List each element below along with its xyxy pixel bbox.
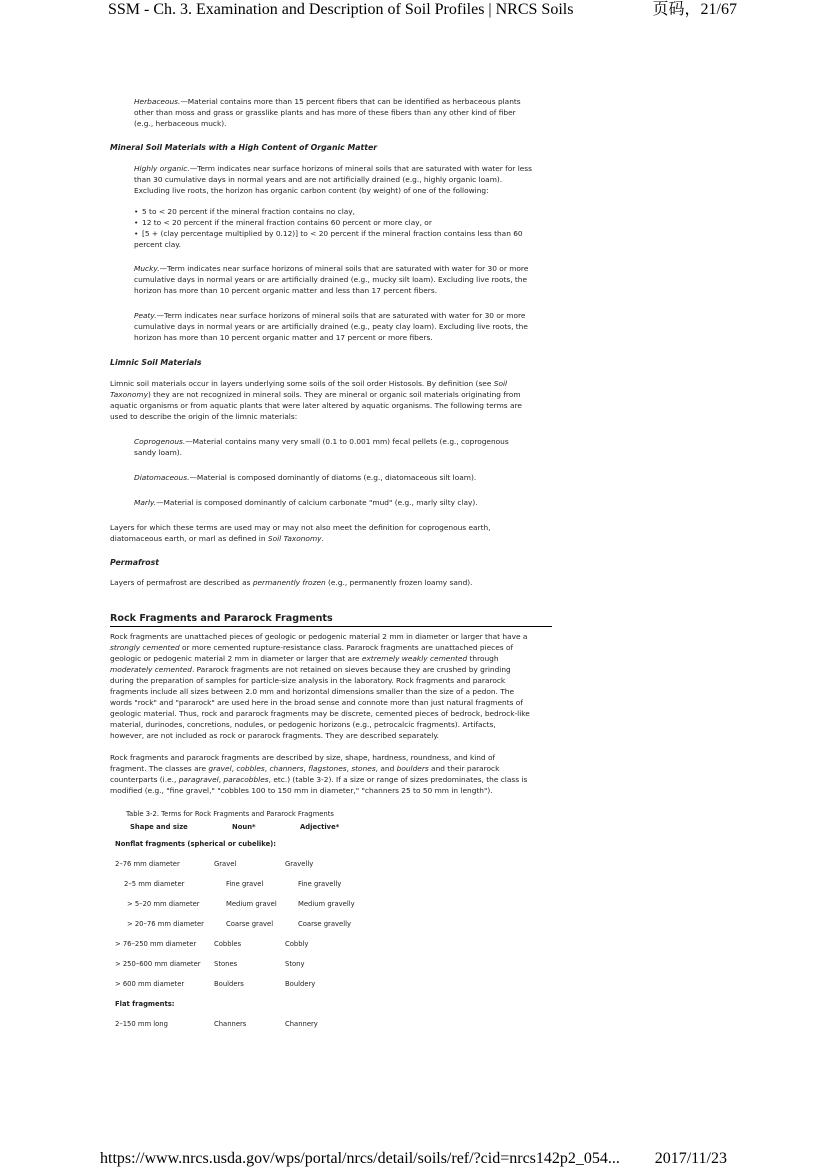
rock-fragments-table bbox=[110, 822, 552, 1029]
limnic-heading: Limnic Soil Materials bbox=[110, 358, 202, 367]
table-row: > 20–76 mm diameter Coarse gravel Coarse gravelly bbox=[127, 920, 352, 928]
table-row: 2–76 mm diameter Gravel Gravelly bbox=[115, 860, 314, 868]
layers-note: Layers for which these terms are used may or may not also meet the definition for coprogenous earth, diatomaceous earth, or marl as defined in Soil Taxonomy. bbox=[110, 523, 491, 543]
list-item: • 5 to < 20 percent if the mineral fraction contains no clay, bbox=[134, 206, 552, 217]
source-url: https://www.nrcs.usda.gov/wps/portal/nrcs/detail/soils/ref/?cid=nrcs142p2_054... bbox=[100, 1150, 620, 1167]
mucky-definition: Mucky.—Term indicates near surface horizons of mineral soils that are saturated with water for 30 or more cumulative days in normal years or are artificially drained (e.g., mucky silt loam). Excluding live roots, the horizon has more than 10 percent organic matter and less than 17 percent fibers. bbox=[134, 264, 529, 295]
table-header: Adjective* bbox=[300, 823, 340, 831]
table-row: 2–5 mm diameter Fine gravel Fine gravelly bbox=[124, 880, 342, 888]
list-item: • [5 + (clay percentage multiplied by 0.12)] to < 20 percent if the mineral fraction contains less than 60 percent clay. bbox=[134, 228, 552, 250]
coprogenous-definition: Coprogenous.—Material contains many very small (0.1 to 0.001 mm) fecal pellets (e.g., coprogenous sandy loam). bbox=[134, 437, 509, 457]
table-row: > 5–20 mm diameter Medium gravel Medium gravelly bbox=[127, 900, 355, 908]
table-header: Noun* bbox=[232, 823, 256, 831]
diatomaceous-definition: Diatomaceous.—Material is composed dominantly of diatoms (e.g., diatomaceous silt loam). bbox=[134, 473, 477, 482]
table-row: 2–150 mm long Channers Channery bbox=[115, 1020, 318, 1028]
permafrost-paragraph: Layers of permafrost are described as permanently frozen (e.g., permanently frozen loamy sand). bbox=[110, 578, 473, 587]
print-date: 2017/11/23 bbox=[654, 1150, 727, 1167]
mineral-soil-heading: Mineral Soil Materials with a High Content of Organic Matter bbox=[110, 143, 378, 152]
rock-fragments-paragraph-1: Rock fragments are unattached pieces of geologic or pedogenic material 2 mm in diameter or larger that have a strongly cemented or more cemented rupture-resistance class. Pararock fragments are unattached pieces of geologic or pedogenic material 2 mm in diameter or larger that are extremely weakly cemented through moderately cemented. Pararock fragments are not retained on sieves because they are crushed by grinding during the preparation of samples for particle-size analysis in the laboratory. Rock fragments and pararock fragments include all sizes between 2.0 mm and horizontal dimensions smaller than the size of a pedon. The words "rock" and "pararock" are used here in the broad sense and connote more than just natural fragments of geologic material. Thus, rock and pararock fragments may be discrete, cemented pieces of bedrock, bedrock-like material, durinodes, concretions, nodules, or pedogenic horizons (e.g., petrocalcic fragments). Artifacts, however, are not included as rock or pararock fragments. They are described separately. bbox=[110, 632, 530, 740]
page-content bbox=[110, 96, 552, 1029]
table-row: > 600 mm diameter Boulders Bouldery bbox=[115, 980, 316, 988]
herbaceous-definition: Herbaceous.—Material contains more than 15 percent fibers that can be identified as herbaceous plants other than moss and grass or grasslike plants and has more of these fibers than any other kind of fiber (e.g., herbaceous muck). bbox=[134, 97, 521, 128]
page-number: 页码，21/67 bbox=[652, 1, 737, 18]
table-row: > 250–600 mm diameter Stones Stony bbox=[115, 960, 305, 968]
list-item: • 12 to < 20 percent if the mineral fraction contains 60 percent or more clay, or bbox=[134, 217, 552, 228]
highly-organic-definition: Highly organic.—Term indicates near surface horizons of mineral soils that are saturated with water for less than 30 cumulative days in normal years and are not artificially drained (e.g., highly organic loam). Excluding live roots, the horizon has organic carbon content (by weight) of one of the following: bbox=[134, 164, 532, 195]
marly-definition: Marly.—Material is composed dominantly of calcium carbonate "mud" (e.g., marly silty clay). bbox=[134, 498, 478, 507]
table-group-label: Nonflat fragments (spherical or cubelike): bbox=[115, 840, 277, 848]
rock-fragments-heading: Rock Fragments and Pararock Fragments bbox=[110, 613, 552, 627]
table-group-label: Flat fragments: bbox=[115, 1000, 175, 1008]
peaty-definition: Peaty.—Term indicates near surface horizons of mineral soils that are saturated with water for 30 or more cumulative days in normal years or are artificially drained (e.g., peaty clay loam). Excluding live roots, the horizon has more than 10 percent organic matter and 17 percent or more fibers. bbox=[134, 311, 528, 342]
permafrost-heading: Permafrost bbox=[110, 558, 159, 567]
table-caption: Table 3-2. Terms for Rock Fragments and Pararock Fragments bbox=[126, 810, 334, 818]
rock-fragments-paragraph-2: Rock fragments and pararock fragments are described by size, shape, hardness, roundness, and kind of fragment. The classes are gravel, cobbles, channers, flagstones, stones, and boulders and their pararock counterparts (i.e., paragravel, paracobbles, etc.) (table 3-2). If a size or range of sizes predominates, the class is modified (e.g., "fine gravel," "cobbles 100 to 150 mm in diameter," "channers 25 to 50 mm in length"). bbox=[110, 753, 528, 795]
document-title: SSM - Ch. 3. Examination and Description of Soil Profiles | NRCS Soils bbox=[108, 1, 574, 18]
limnic-paragraph: Limnic soil materials occur in layers underlying some soils of the soil order Histosols. By definition (see Soil Taxonomy) they are not recognized in mineral soils. They are mineral or organic soil materials originating from aquatic organisms or from aquatic plants that were later altered by aquatic organisms. The following terms are used to describe the origin of the limnic materials: bbox=[110, 379, 522, 421]
table-header: Shape and size bbox=[130, 823, 188, 831]
table-row: > 76–250 mm diameter Cobbles Cobbly bbox=[115, 940, 309, 948]
table-header-row bbox=[110, 822, 552, 832]
organic-carbon-list bbox=[134, 206, 552, 250]
